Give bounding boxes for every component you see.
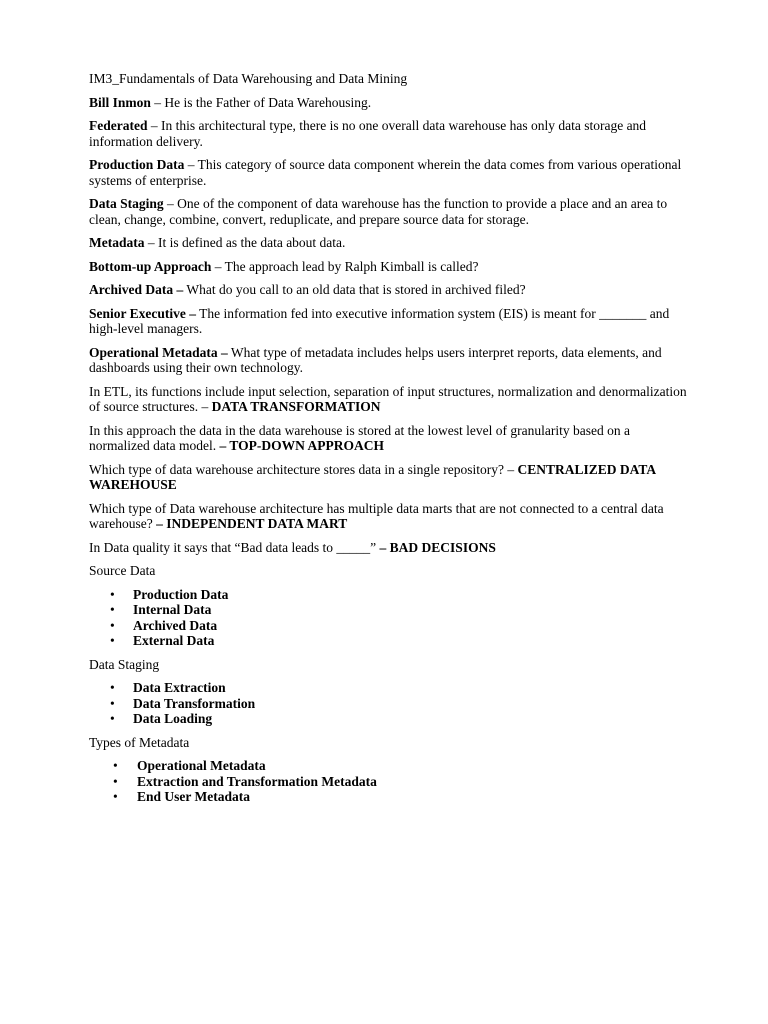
entry-term: Operational Metadata – [89, 344, 228, 360]
bullet-icon: • [110, 633, 115, 648]
list-item-label: End User Metadata [137, 789, 250, 804]
list-item [89, 774, 689, 790]
list-item [89, 618, 689, 634]
list-item-label: Extraction and Transformation Metadata [137, 773, 377, 789]
list-item-label: Data Loading [133, 711, 213, 726]
entry-text: In this approach the data in the data warehouse is stored at the lowest level of granularity based on a normalized data model. [89, 422, 630, 453]
entry-separator: – [211, 258, 225, 274]
entry-text: Which type of Data warehouse architecture has multiple data marts that are not connected to a central data warehouse? [89, 500, 664, 531]
entry-separator: – [147, 118, 161, 133]
section-heading: Types of Metadata [89, 734, 190, 750]
list-item [89, 602, 689, 618]
entry-term: Bill Inmon [89, 94, 151, 110]
qa-entry [89, 384, 689, 415]
entry-text: In this architectural type, there is no one overall data warehouse has only data storage and information delivery. [89, 118, 647, 149]
entry-separator: – [144, 235, 158, 250]
list-item [89, 758, 689, 774]
entry-term: Bottom-up Approach [89, 258, 212, 274]
list-item [89, 696, 689, 712]
document-content [89, 71, 689, 813]
list-item-label: Operational Metadata [137, 758, 266, 773]
document-title: IM3_Fundamentals of Data Warehousing and Data Mining [89, 71, 408, 86]
bullet-icon: • [113, 758, 118, 773]
bullet-icon: • [110, 680, 115, 695]
bullet-icon: • [110, 695, 115, 711]
qa-entry [89, 345, 689, 376]
list-item-label: Production Data [133, 586, 229, 602]
entry-term: Metadata [89, 235, 145, 250]
qa-entry [89, 423, 689, 454]
entry-answer: CENTRALIZED DATA WAREHOUSE [89, 461, 656, 492]
list-item-label: Data Extraction [133, 680, 226, 695]
section-heading: Data Staging [89, 656, 160, 672]
bullet-icon: • [110, 711, 115, 726]
qa-entry [89, 462, 689, 493]
qa-entry [89, 259, 689, 275]
list-item [89, 711, 689, 727]
entry-text: One of the component of data warehouse has the function to provide a place and an area to clean, change, combine, convert, reduplicate, and prepare source data for storage. [89, 196, 668, 227]
bullet-icon: • [113, 789, 118, 804]
list-item [89, 587, 689, 603]
entry-term: Data Staging [89, 196, 164, 211]
entry-answer: – INDEPENDENT DATA MART [156, 516, 348, 531]
entry-text: This category of source data component wherein the data comes from various operational systems of enterprise. [89, 157, 682, 188]
qa-entry [89, 118, 689, 149]
section-heading: Source Data [89, 563, 156, 578]
entry-text: In ETL, its functions include input selection, separation of input structures, normalization and denormalization of source structures. – [89, 383, 687, 414]
bullet-list [89, 758, 689, 805]
entry-text: In Data quality it says that “Bad data leads to _____” [89, 539, 380, 555]
entry-text: What type of metadata includes helps users interpret reports, data elements, and dashboards using their own technology. [89, 344, 662, 375]
entry-term: Federated [89, 118, 148, 133]
entry-text: What do you call to an old data that is stored in archived filed? [186, 282, 526, 297]
qa-entry [89, 95, 689, 111]
entry-answer: DATA TRANSFORMATION [211, 399, 381, 414]
list-item [89, 633, 689, 649]
entry-text: It is defined as the data about data. [157, 235, 346, 250]
entry-answer: – BAD DECISIONS [379, 539, 496, 555]
bullet-icon: • [113, 773, 118, 789]
list-item-label: Data Transformation [133, 695, 256, 711]
bullet-list [89, 680, 689, 727]
list-item [89, 680, 689, 696]
qa-entry [89, 540, 689, 556]
entry-text: He is the Father of Data Warehousing. [164, 94, 372, 110]
entry-separator: – [163, 196, 178, 211]
entry-text: The approach lead by Ralph Kimball is called? [224, 258, 479, 274]
entry-term: Archived Data – [89, 282, 184, 297]
qa-entry [89, 306, 689, 337]
list-item-label: Archived Data [133, 617, 218, 633]
bullet-icon: • [110, 602, 115, 617]
bullet-list [89, 587, 689, 649]
entry-text: The information fed into executive information system (EIS) is meant for _______ and high-level managers. [89, 305, 670, 336]
list-item-label: Internal Data [133, 602, 212, 617]
entry-separator: – [150, 94, 165, 110]
qa-entry [89, 157, 689, 188]
bullet-icon: • [110, 617, 115, 633]
qa-entries [89, 95, 689, 556]
entry-text: Which type of data warehouse architecture stores data in a single repository? – [89, 461, 518, 477]
list-item-label: External Data [133, 633, 215, 648]
qa-entry [89, 282, 689, 298]
qa-entry [89, 501, 689, 532]
list-item [89, 789, 689, 805]
entry-answer: – TOP-DOWN APPROACH [219, 438, 384, 453]
entry-term: Senior Executive – [89, 305, 196, 321]
qa-entry [89, 235, 689, 251]
bullet-sections [89, 563, 689, 805]
entry-term: Production Data [89, 157, 185, 172]
qa-entry [89, 196, 689, 227]
entry-separator: – [184, 157, 198, 172]
bullet-icon: • [110, 586, 115, 602]
